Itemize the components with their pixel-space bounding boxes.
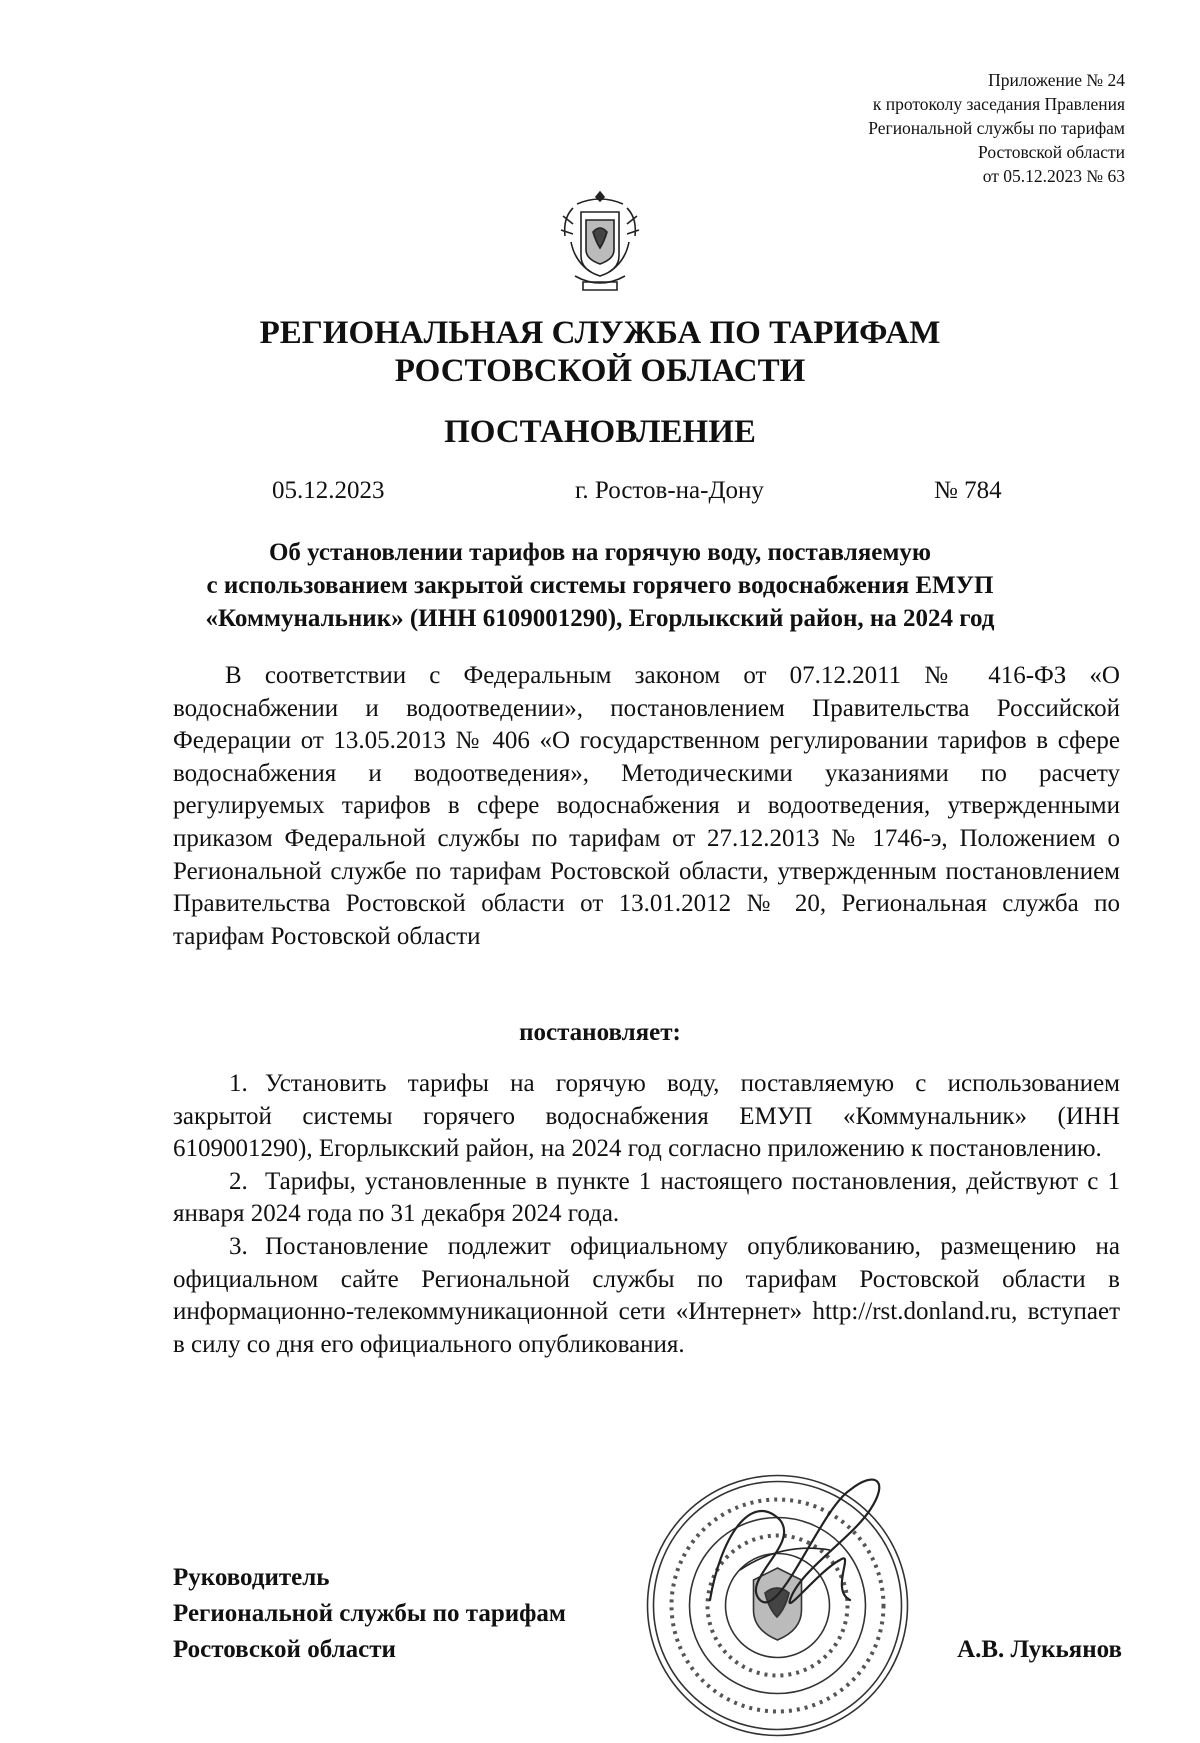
signer-title-line: Руководитель xyxy=(173,1564,330,1591)
annex-line: от 05.12.2023 № 63 xyxy=(982,166,1125,186)
subject-line: Об установлении тарифов на горячую воду, поставляемую xyxy=(268,539,932,566)
item-text: Тарифы, установленные в пункте 1 настоящего постановления, действуют с 1 января 2024 года по 31 декабря 2024 года. xyxy=(173,1167,1120,1228)
signer-name: А.В. Лукьянов xyxy=(957,1636,1122,1663)
item-text: Постановление подлежит официальному опубликованию, размещению на официальном сайте Региональной службы по тарифам Ростовской области в информационно-телекоммуникационной сети «Интернет» http://rst.donland.ru, вступает в силу со дня его официального опубликования. xyxy=(173,1232,1120,1358)
signer-title xyxy=(173,1560,566,1668)
annex-line: Ростовской области xyxy=(978,142,1125,162)
annex-line: к протоколу заседания Правления xyxy=(872,94,1125,114)
item-text: Установить тарифы на горячую воду, поставляемую с использованием закрытой системы горячего водоснабжения ЕМУП «Коммунальник» (ИНН 6109001290), Егорлыкский район, на 2024 год согласно приложению к постановлению. xyxy=(173,1070,1120,1163)
ruling-word: постановляет: xyxy=(519,1019,681,1046)
resolution-items xyxy=(173,1068,1120,1361)
resolution-item xyxy=(173,1068,1120,1166)
item-number: 3. xyxy=(229,1232,248,1260)
document-number: № 784 xyxy=(934,477,1002,504)
item-number: 1. xyxy=(229,1070,248,1097)
document-city: г. Ростов-на-Дону xyxy=(575,477,764,504)
document-subject xyxy=(120,536,1080,635)
item-number: 2. xyxy=(229,1167,248,1195)
handwritten-signature-icon xyxy=(680,1450,900,1640)
annex-line: Приложение № 24 xyxy=(988,70,1125,90)
annex-reference xyxy=(705,68,1125,188)
agency-name-line: РОСТОВСКОЙ ОБЛАСТИ xyxy=(394,353,806,389)
signer-title-line: Региональной службы по тарифам xyxy=(173,1600,566,1627)
subject-line: «Коммунальник» (ИНН 6109001290), Егорлыкский район, на 2024 год xyxy=(205,605,995,632)
resolution-item xyxy=(173,1231,1120,1361)
annex-line: Региональной службы по тарифам xyxy=(868,118,1125,138)
preamble-text: В соответствии с Федеральным законом от 07.12.2011 № 416-ФЗ «О водоснабжении и водоотведении», постановлением Правительства Российской Федерации от 13.05.2013 № 406 «О государственном регулировании тарифов в сфере водоснабжения и водоотведения», Методическими указаниями по расчету регулируемых тарифов в сфере водоснабжения и водоотведения, утвержденными приказом Федеральной службы по тарифам от 27.12.2013 № 1746-э, Положением о Региональной службе по тарифам Ростовской области, утвержденным постановлением Правительства Ростовской области от 13.01.2012 № 20, Региональная служба по тарифам Ростовской области xyxy=(173,662,1120,950)
coat-of-arms-icon xyxy=(553,186,647,294)
document-type: ПОСТАНОВЛЕНИЕ xyxy=(444,414,756,450)
resolution-item xyxy=(173,1166,1120,1231)
subject-line: с использованием закрытой системы горячего водоснабжения ЕМУП xyxy=(206,572,994,599)
document-date: 05.12.2023 xyxy=(272,477,385,504)
signer-title-line: Ростовской области xyxy=(173,1636,396,1663)
agency-name-line: РЕГИОНАЛЬНАЯ СЛУЖБА ПО ТАРИФАМ xyxy=(259,315,941,351)
preamble xyxy=(173,660,1120,953)
agency-name xyxy=(0,314,1200,390)
